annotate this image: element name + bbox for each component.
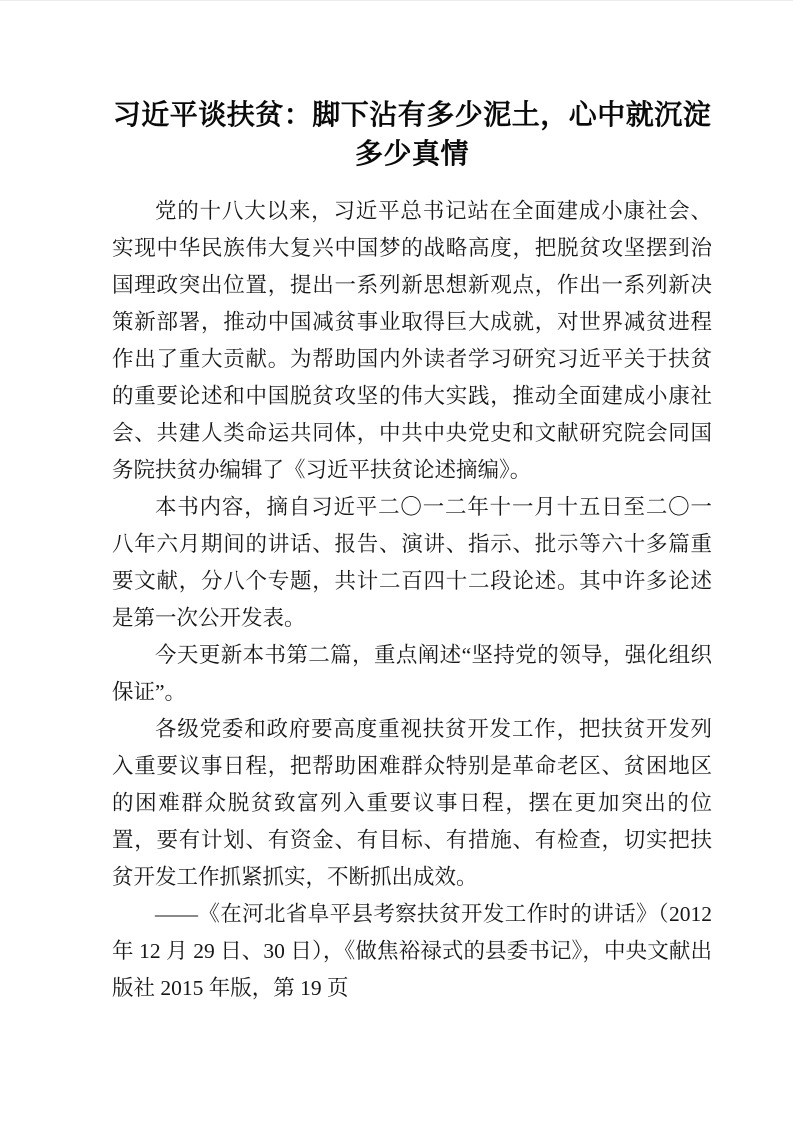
paragraph-update-note: 今天更新本书第二篇，重点阐述“坚持党的领导，强化组织保证”。 <box>112 643 712 704</box>
paragraph-quote: 各级党委和政府要高度重视扶贫开发工作，把扶贫开发列入重要议事日程，把帮助困难群众特别是革命老区、贫困地区的困难群众脱贫致富列入重要议事日程，摆在更加突出的位置，要有计划、有资金、有目标、有措施、有检查，切实把扶贫开发工作抓紧抓实，不断抓出成效。 <box>112 717 712 889</box>
paragraph-citation: ——《在河北省阜平县考察扶贫开发工作时的讲话》（2012 年 12 月 29 日、30 日），《做焦裕禄式的县委书记》，中央文献出版社 2015 年版，第 19 页 <box>112 902 712 1000</box>
document-body <box>112 193 712 1007</box>
document-content <box>0 1 793 1122</box>
document-title: 习近平谈扶贫：脚下沾有多少泥土，心中就沉淀多少真情 <box>112 99 712 169</box>
paragraph-intro: 党的十八大以来，习近平总书记站在全面建成小康社会、实现中华民族伟大复兴中国梦的战略高度，把脱贫攻坚摆到治国理政突出位置，提出一系列新思想新观点，作出一系列新决策新部署，推动中国减贫事业取得巨大成就，对世界减贫进程作出了重大贡献。为帮助国内外读者学习研究习近平关于扶贫的重要论述和中国脱贫攻坚的伟大实践，推动全面建成小康社会、共建人类命运共同体，中共中央党史和文献研究院会同国务院扶贫办编辑了《习近平扶贫论述摘编》。 <box>112 199 712 482</box>
paragraph-book-contents: 本书内容，摘自习近平二〇一二年十一月十五日至二〇一八年六月期间的讲话、报告、演讲、指示、批示等六十多篇重要文献，分八个专题，共计二百四十二段论述。其中许多论述是第一次公开发表。 <box>112 495 712 630</box>
